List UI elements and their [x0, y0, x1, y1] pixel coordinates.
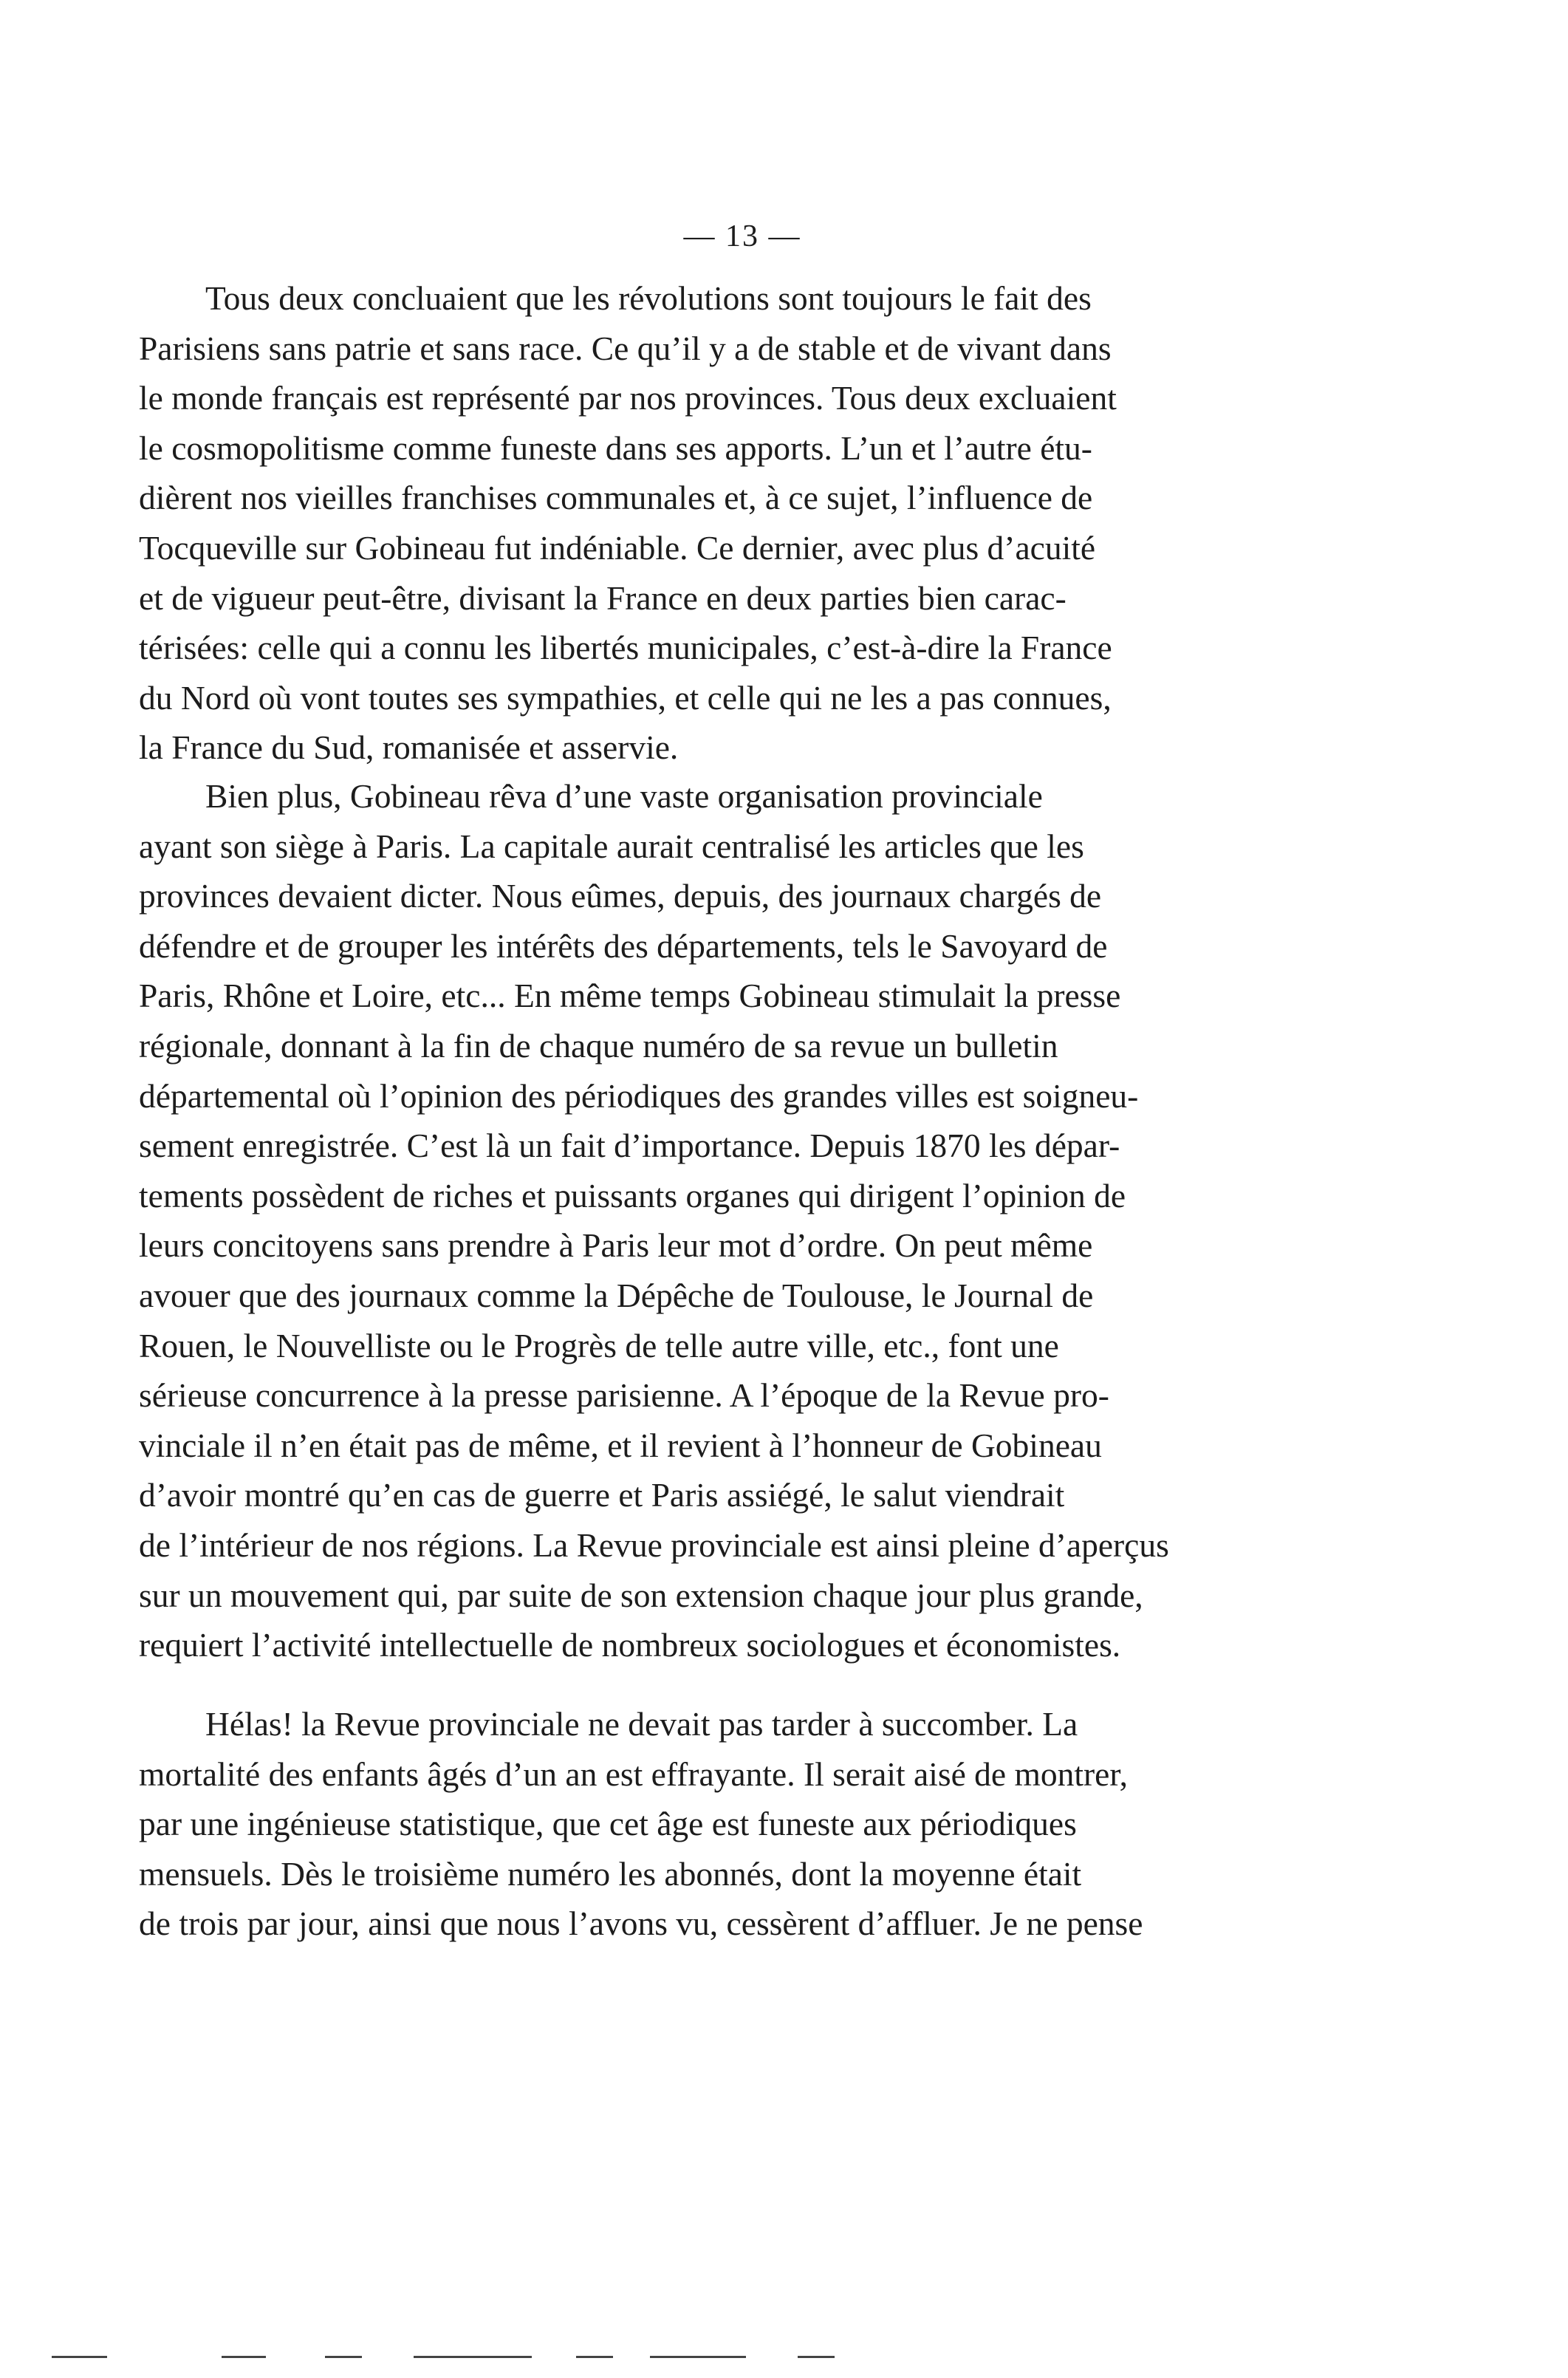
paragraph-2 — [139, 771, 1328, 1670]
text-line: leurs concitoyens sans prendre à Paris leur mot d’ordre. On peut même — [139, 1226, 1093, 1265]
text-line: du Nord où vont toutes ses sympathies, et celle qui ne les a pas connues, — [139, 678, 1112, 717]
text-line: sement enregistrée. C’est là un fait d’importance. Depuis 1870 les dépar- — [139, 1127, 1120, 1165]
text-line: mortalité des enfants âgés d’un an est effrayante. Il serait aisé de montrer, — [139, 1755, 1129, 1793]
text-line: sur un mouvement qui, par suite de son extension chaque jour plus grande, — [139, 1576, 1143, 1614]
text-line: térisées: celle qui a connu les libertés municipales, c’est-à-dire la France — [139, 629, 1112, 667]
text-line: de trois par jour, ainsi que nous l’avons vu, cessèrent d’affluer. Je ne pense — [139, 1904, 1143, 1943]
text-line: départemental où l’opinion des périodiques des grandes villes est soigneu- — [139, 1076, 1139, 1115]
scan-edge-mark — [576, 2356, 613, 2358]
text-line: d’avoir montré qu’en cas de guerre et Paris assiégé, le salut viendrait — [139, 1476, 1065, 1514]
text-line: sérieuse concurrence à la presse parisienne. A l’époque de la Revue pro- — [139, 1376, 1109, 1415]
text-line: tements possèdent de riches et puissants organes qui dirigent l’opinion de — [139, 1176, 1126, 1214]
text-line: le cosmopolitisme comme funeste dans ses apports. L’un et l’autre étu- — [139, 428, 1092, 467]
scan-edge-mark — [222, 2356, 266, 2358]
text-line: Rouen, le Nouvelliste ou le Progrès de telle autre ville, etc., font une — [139, 1326, 1059, 1364]
text-line: mensuels. Dès le troisième numéro les abonnés, dont la moyenne était — [139, 1854, 1082, 1893]
text-line: vinciale il n’en était pas de même, et il revient à l’honneur de Gobineau — [139, 1426, 1102, 1464]
paragraph-3 — [139, 1699, 1328, 1949]
scan-edge-mark — [798, 2356, 835, 2358]
text-line: Tous deux concluaient que les révolutions sont toujours le fait des — [205, 279, 1092, 317]
page-number: — 13 — — [683, 219, 801, 253]
text-line: dièrent nos vieilles franchises communales et, à ce sujet, l’influence de — [139, 479, 1093, 517]
scan-edge-mark — [325, 2356, 362, 2358]
text-line: et de vigueur peut-être, divisant la France en deux parties bien carac- — [139, 578, 1067, 617]
text-line: provinces devaient dicter. Nous eûmes, depuis, des journaux chargés de — [139, 877, 1102, 915]
text-line: défendre et de grouper les intérêts des départements, tels le Savoyard de — [139, 926, 1108, 965]
scan-edge-mark — [414, 2356, 532, 2358]
text-line: requiert l’activité intellectuelle de nombreux sociologues et économistes. — [139, 1626, 1121, 1664]
scan-edge-mark — [650, 2356, 746, 2358]
text-line: Hélas! la Revue provinciale ne devait pas tarder à succomber. La — [205, 1705, 1078, 1743]
text-line: la France du Sud, romanisée et asservie. — [139, 728, 679, 767]
scan-edge-mark — [52, 2356, 107, 2358]
text-line: avouer que des journaux comme la Dépêche de Toulouse, le Journal de — [139, 1276, 1094, 1314]
text-line: de l’intérieur de nos régions. La Revue provinciale est ainsi pleine d’aperçus — [139, 1525, 1169, 1564]
paragraph-1 — [139, 273, 1328, 773]
text-line: Paris, Rhône et Loire, etc... En même temps Gobineau stimulait la presse — [139, 977, 1121, 1015]
text-line: régionale, donnant à la fin de chaque numéro de sa revue un bulletin — [139, 1026, 1058, 1065]
text-line: Tocqueville sur Gobineau fut indéniable. Ce dernier, avec plus d’acuité — [139, 528, 1096, 567]
text-line: par une ingénieuse statistique, que cet âge est funeste aux périodiques — [139, 1805, 1077, 1843]
text-line: le monde français est représenté par nos provinces. Tous deux excluaient — [139, 379, 1117, 417]
text-line: Bien plus, Gobineau rêva d’une vaste organisation provinciale — [205, 777, 1043, 815]
text-line: Parisiens sans patrie et sans race. Ce qu’il y a de stable et de vivant dans — [139, 329, 1112, 367]
text-line: ayant son siège à Paris. La capitale aurait centralisé les articles que les — [139, 827, 1084, 865]
